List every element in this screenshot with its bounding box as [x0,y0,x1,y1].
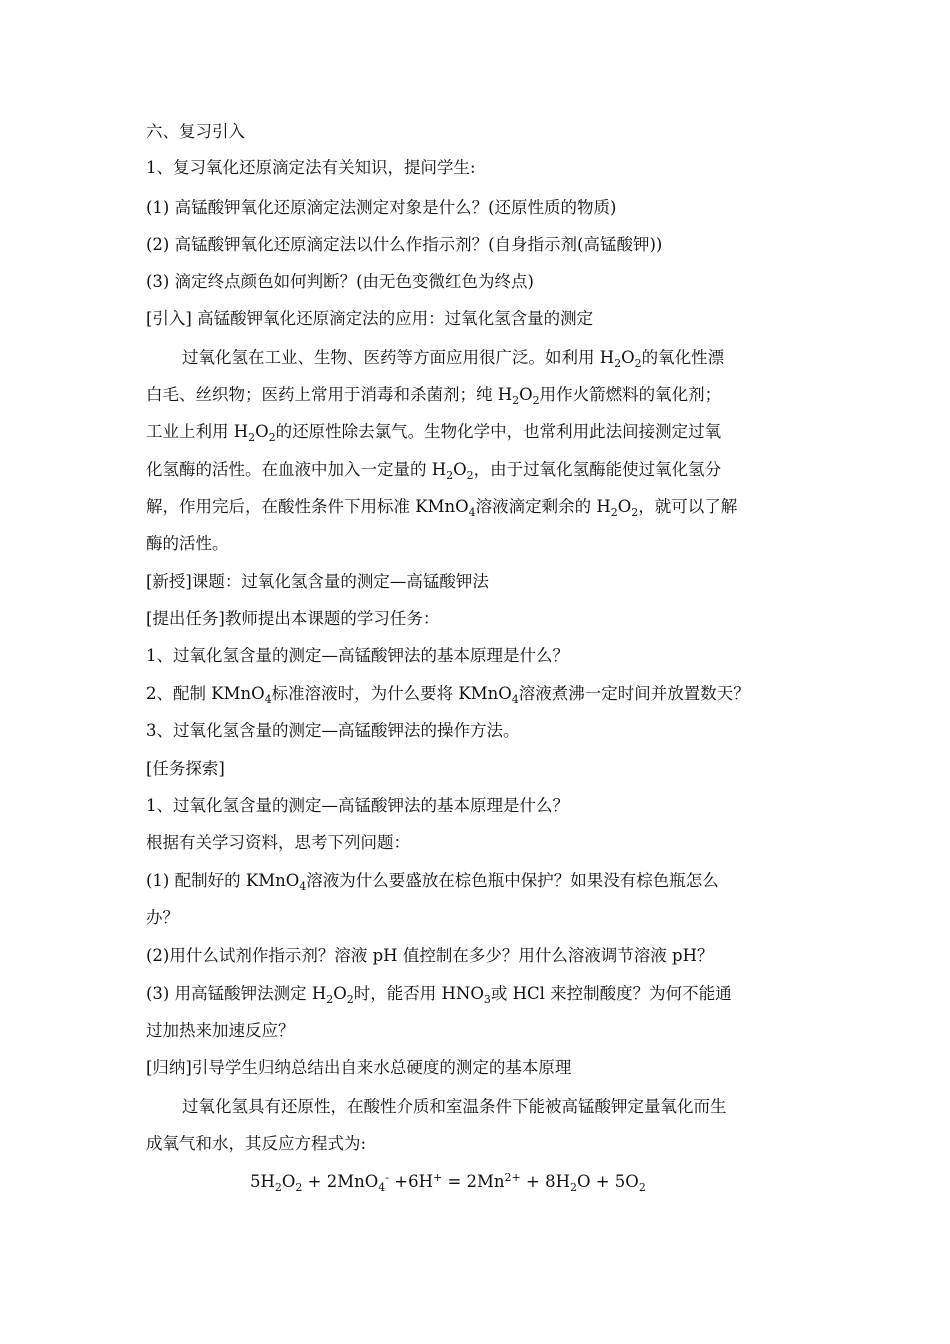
text: 白毛、丝织物；医药上常用于消毒和杀菌剂；纯 H [146,385,513,404]
task-item [146,645,569,667]
subscript: 2 [346,993,354,1006]
text: 3、过氧化氢含量的测定—高锰酸钾法的操作方法。 [146,721,520,740]
superscript: + [432,1171,443,1184]
text: 六、复习引入 [146,122,245,141]
text: O [255,422,269,441]
text: [归纳]引导学生归纳总结出自来水总硬度的测定的基本原理 [146,1058,572,1077]
text: 过氧化氢具有还原性，在酸性介质和室温条件下能被高锰酸钾定量氧化而生 [182,1097,727,1116]
question-line [146,870,719,892]
subscript: 2 [466,469,474,482]
subscript: 2 [512,394,520,407]
text: 1、过氧化氢含量的测定—高锰酸钾法的基本原理是什么？ [146,646,569,665]
text: ，由于过氧化氢酶能使过氧化氢分 [473,460,722,479]
paragraph-line [182,347,724,369]
question-line [146,197,617,219]
superscript: 2+ [504,1171,521,1184]
text: 根据有关学习资料，思考下列问题： [146,833,410,852]
question-line [146,945,714,967]
text: 的氧化性漂 [641,348,725,367]
explore-heading [146,758,225,780]
subscript: 4 [299,880,307,893]
text: [任务探索] [146,759,225,778]
topic-line [146,571,489,593]
text: 办？ [146,908,179,927]
text: (3) 用高锰酸钾法测定 H [146,984,327,1003]
text: 过氧化氢在工业、生物、医药等方面应用很广泛。如利用 H [182,348,615,367]
text: = 2Mn [442,1172,505,1191]
paragraph-line [146,832,410,854]
subscript: 2 [274,1181,282,1194]
subscript: 2 [326,993,334,1006]
subscript: 2 [268,431,276,444]
text: 过加热来加速反应？ [146,1021,295,1040]
paragraph-line [146,496,737,518]
text: 时，能否用 HNO [353,984,484,1003]
text: 工业上利用 H [146,422,249,441]
text: + 2MnO [302,1172,379,1191]
task-heading [146,608,439,630]
text: 化氢酶的活性。在血液中加入一定量的 H [146,460,447,479]
task-item [146,683,750,705]
subscript: 2 [569,1181,577,1194]
question-line [146,907,179,929]
section-heading [146,121,245,143]
text: 1、复习氧化还原滴定法有关知识，提问学生: [146,158,476,177]
text: 的还原性除去氯气。生物化学中，也常利用此法间接测定过氧 [275,422,722,441]
text: (2) 高锰酸钾氧化还原滴定法以什么作指示剂？(自身指示剂(高锰酸钾)) [146,235,663,254]
subscript: 2 [634,357,642,370]
paragraph-line [146,533,229,555]
text: 溶液滴定剩余的 H [475,497,611,516]
subscript: 2 [631,506,639,519]
question-line [146,983,732,1005]
text: O [453,460,467,479]
text: O [281,1172,296,1191]
text: (1) 配制好的 KMnO [146,871,300,890]
subscript: 2 [610,506,618,519]
subscript: 2 [532,394,540,407]
text: 酶的活性。 [146,534,229,553]
subscript: 3 [483,993,491,1006]
subscript: 2 [638,1181,646,1194]
text: [提出任务]教师提出本课题的学习任务： [146,609,440,628]
text: ，就可以了解 [638,497,738,516]
text: 用作火箭燃料的氧化剂； [539,385,722,404]
subscript: 2 [446,469,454,482]
question-line [146,234,662,256]
intro-line [146,308,593,330]
paragraph-line [146,795,569,817]
paragraph-line [146,384,721,406]
text: O + 5O [576,1172,639,1191]
text: 解，作用完后，在酸性条件下用标准 KMnO [146,497,469,516]
text: 溶液为什么要盛放在棕色瓶中保护？如果没有棕色瓶怎么 [306,871,719,890]
text: 成氧气和水，其反应方程式为: [146,1134,367,1153]
paragraph-line [146,459,721,481]
text: 或 HCl 来控制酸度？为何不能通 [490,984,732,1003]
text: [引入] 高锰酸钾氧化还原滴定法的应用：过氧化氢含量的测定 [146,309,594,328]
text: 1、过氧化氢含量的测定—高锰酸钾法的基本原理是什么？ [146,796,569,815]
text: + 8H [520,1172,570,1191]
text: O [621,348,635,367]
question-line [146,1020,295,1042]
superscript: - [385,1171,390,1184]
text: [新授]课题：过氧化氢含量的测定—高锰酸钾法 [146,572,489,591]
subscript: 4 [468,506,476,519]
text: (3) 滴定终点颜色如何判断？(由无色变微红色为终点) [146,272,534,291]
text: O [617,497,632,516]
text: (2)用什么试剂作指示剂？溶液 pH 值控制在多少？用什么溶液调节溶液 pH？ [146,946,714,965]
subscript: 2 [248,431,256,444]
paragraph-line [146,157,476,179]
subscript: 4 [264,693,272,706]
paragraph-line [146,421,721,443]
subscript: 2 [295,1181,303,1194]
summary-heading [146,1057,571,1079]
subscript: 4 [378,1181,386,1194]
text: 2、配制 KMnO [146,684,265,703]
task-item [146,720,520,742]
reaction-equation [250,1171,646,1193]
text: +6H [389,1172,433,1191]
subscript: 2 [614,357,622,370]
text: 溶液煮沸一定时间并放置数天？ [518,684,750,703]
text: 标准溶液时，为什么要将 KMnO [271,684,512,703]
text: (1) 高锰酸钾氧化还原滴定法测定对象是什么？(还原性质的物质) [146,198,617,217]
text: O [333,984,347,1003]
paragraph-line [182,1096,727,1118]
subscript: 4 [511,693,519,706]
text: O [519,385,533,404]
text: 5H [250,1172,275,1191]
question-line [146,271,534,293]
paragraph-line [146,1133,366,1155]
